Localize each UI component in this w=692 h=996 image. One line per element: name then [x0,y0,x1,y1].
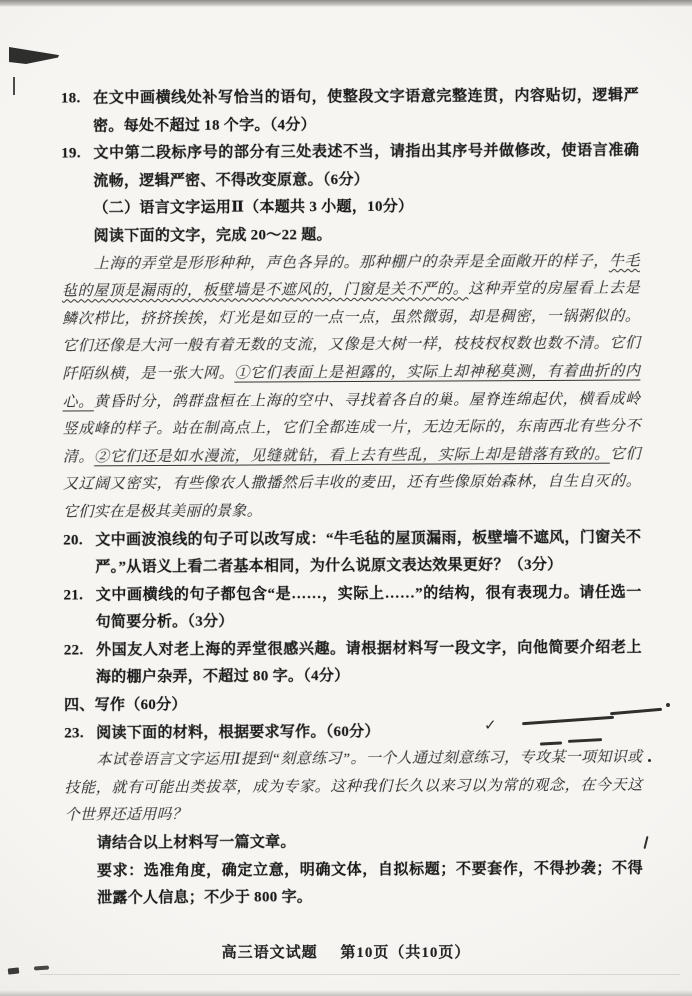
footer-exam-title: 高三语文试题 [221,945,318,961]
scan-blob-bottom-left [8,967,20,974]
pen-speck [648,752,651,755]
passage-underlined-sentence-2: ②它们还是如水漫流，见缝就钻，看上去有些乱，实际上却是错落有致的。 [94,446,610,466]
exam-body [61,82,643,913]
question-22 [64,634,642,692]
page-footer [0,941,692,962]
question-23-number: 23. [64,725,84,742]
essay-material: 本试卷语言文字运用Ⅰ提到“刻意练习”。一个人通过刻意练习，专攻某一项知识或技能，就有可能出类拔萃，成为专家。这种我们长久以来习以为常的观念，在今天这个世界还适用吗？ [64,749,643,824]
scan-blob-bottom-left-2 [34,965,49,970]
question-19 [61,138,639,196]
pen-checkmark-icon: ✓ [484,716,497,734]
scan-fold-line [40,974,680,975]
pen-dot [666,703,670,707]
question-22-number: 22. [63,642,84,659]
passage-wavy-underlined-sentence: 牛毛毡的屋顶是漏雨的，板壁墙是不遮风的，门窗是关不严的。 [61,253,640,300]
question-21-number: 21. [63,587,84,604]
question-19-text: 文中第二段标序号的部分有三处表述不当，请指出其序号并做修改，使语言准确流畅，逻辑严密、不得改变原意。（6分） [93,142,640,190]
passage-mid-2: 黄昏时分，鸽群盘桓在上海的空中、寻找着各自的巢。屋脊连绵起伏，横看成岭竖成峰的样子。站在制高点上，它们全都连成一片，无边无际的，东南西北有些分不清。 [62,391,641,466]
question-21 [63,579,641,637]
essay-requirements: 要求：选准角度，确定立意，明确文体，自拟标题；不要套作，不得抄袭；不得泄露个人信息；不少于 800 字。 [96,860,643,907]
passage-lead: 上海的弄堂是形形种种，声色各异的。那种棚户的杂弄是全面敞开的样子， [93,253,609,272]
question-23-text: 阅读下面的材料，根据要求写作。（60分） [96,723,380,741]
question-18-number: 18. [60,90,81,107]
reading-intro: 阅读下面的文字，完成 20～22 题。 [93,227,332,245]
section-2-heading: （二）语言文字运用Ⅱ（本题共 3 小题，10分） [93,199,414,217]
section-4-heading: 四、写作（60分） [64,696,187,714]
passage-mid-1: 这种弄堂的房屋看上去是鳞次栉比，挤挤挨挨，灯光是如豆的一点一点，虽然微弱，却是稠密，一锅粥似的。它们还像是大河一般有着无数的支流，又像是大树一样，枝枝杈杈数也数不清。它们阡陌纵横，是一张大网。 [62,280,641,383]
essay-instruction: 请结合以上材料写一篇文章。 [96,834,296,852]
reading-passage [62,248,641,527]
footer-page-indicator: 第10页（共10页） [340,945,471,961]
scan-tick-mark [13,77,15,95]
question-18-text: 在文中画横线处补写恰当的语句，使整段文字语意完整连贯，内容贴切，逻辑严密。每处不超过 18 个字。（4分） [92,87,639,134]
pen-slash-mark [643,836,648,849]
scan-blob-arrow [9,47,59,64]
question-19-number: 19. [61,145,81,162]
question-21-text: 文中画横线的句子都包含“是……，实际上……”的结构，很有表现力。请任选一句简要分析。（3分） [95,584,642,631]
question-20-number: 20. [63,531,83,549]
question-20-text: 文中画波浪线的句子可以改写成：“牛毛毡的屋顶漏雨，板壁墙不遮风，门窗关不严。”从语义上看二者基本相同，为什么说原文表达效果更好？（3分） [95,528,642,576]
question-22-text: 外国友人对老上海的弄堂很感兴趣。请根据材料写一段文字，向他简要介绍老上海的棚户杂弄，不超过 80 字。（4分） [95,639,642,686]
question-18 [61,82,639,140]
passage-underlined-sentence-1: ①它们表面上是袒露的，实际上却神秘莫测，有着曲折的内心。 [62,363,641,411]
question-20 [63,524,641,582]
passage-tail: 它们又辽阔又密实，有些像农人撒播然后丰收的麦田，还有些像原始森林，自生自灭的。它们实在是极其美丽的景象。 [62,446,641,521]
